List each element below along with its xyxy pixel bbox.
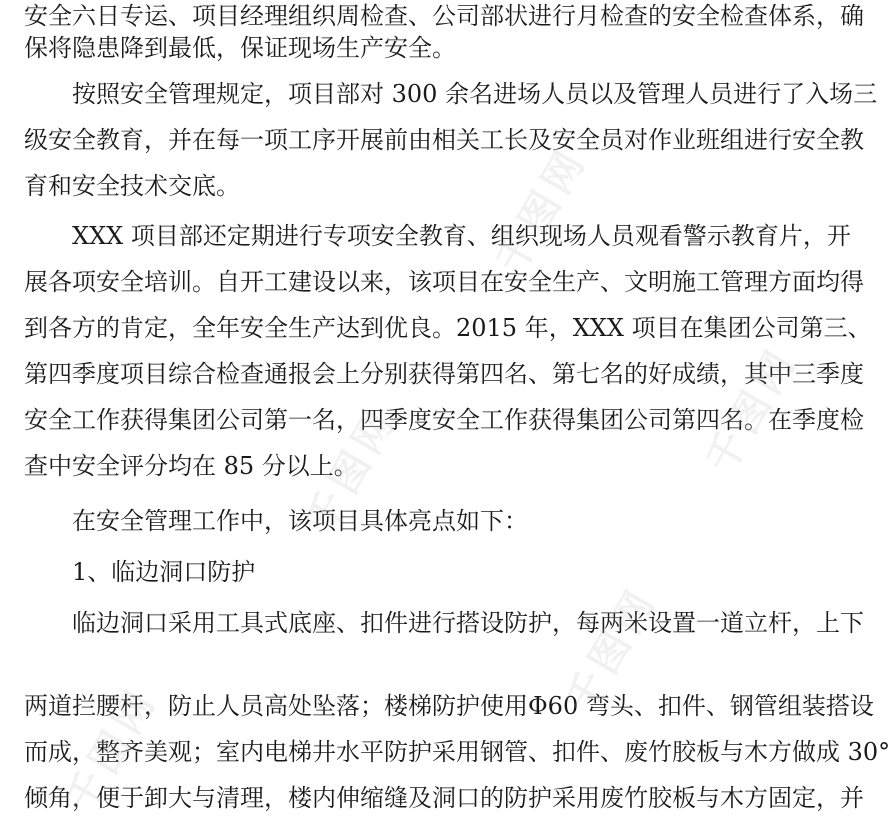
watermark: 千图网 [487, 138, 597, 282]
paragraph-line: 查中安全评分均在 85 分以上。 [24, 452, 358, 480]
paragraph-line: 临边洞口采用工具式底座、扣件进行搭设防护，每两米设置一道立杆，上下 [72, 609, 864, 637]
paragraph-line: 保将隐患降到最低，保证现场生产安全。 [24, 34, 456, 62]
paragraph-line: 展各项安全培训。自开工建设以来，该项目在安全生产、文明施工管理方面均得 [24, 268, 864, 296]
watermark: 千图网 [557, 578, 667, 722]
paragraph-line: 育和安全技术交底。 [24, 172, 240, 200]
paragraph-line: 两道拦腰杆，防止人员高处坠落；楼梯防护使用Φ60 弯头、扣件、钢管组装搭设 [24, 692, 874, 720]
paragraph-line: 到各方的肯定，全年安全生产达到优良。2015 年，XXX 项目在集团公司第三、 [24, 314, 872, 342]
paragraph-line-cut-top: 安全六日专运、项目经理组织周检查、公司部状进行月检查的安全检查体系，确 [24, 2, 864, 30]
watermark: 千图网 [297, 398, 407, 542]
watermark: 千图网 [57, 678, 167, 822]
paragraph-line: 第四季度项目综合检查通报会上分别获得第四名、第七名的好成绩，其中三季度 [24, 360, 864, 388]
paragraph-line: XXX 项目部还定期进行专项安全教育、组织现场人员观看警示教育片，开 [72, 222, 851, 250]
watermark: 千图网 [697, 338, 807, 482]
section-heading: 1、临边洞口防护 [72, 558, 256, 586]
paragraph-line: 而成，整齐美观；室内电梯井水平防护采用钢管、扣件、废竹胶板与木方做成 30° [24, 738, 890, 766]
paragraph-line: 按照安全管理规定，项目部对 300 余名进场人员以及管理人员进行了入场三 [72, 80, 878, 108]
paragraph-line: 安全工作获得集团公司第一名，四季度安全工作获得集团公司第四名。在季度检 [24, 406, 864, 434]
section-intro-line: 在安全管理工作中，该项目具体亮点如下： [72, 507, 528, 535]
paragraph-line-cut-bottom: 倾角，便于卸大与清理，楼内伸缩缝及洞口的防护采用废竹胶板与木方固定，并 [24, 784, 864, 812]
paragraph-line: 级安全教育，并在每一项工序开展前由相关工长及安全员对作业班组进行安全教 [24, 126, 864, 154]
